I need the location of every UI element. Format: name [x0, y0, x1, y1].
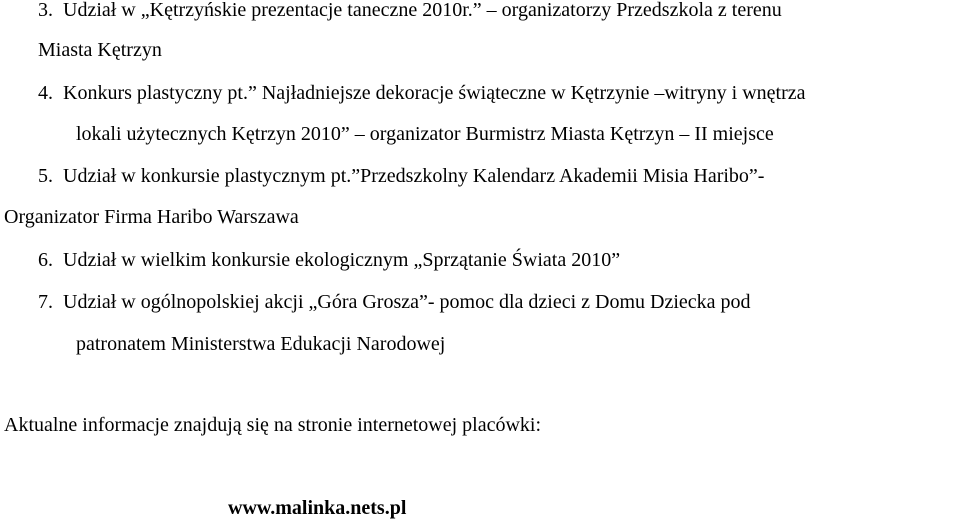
website-link[interactable]: www.malinka.nets.pl	[228, 497, 407, 519]
list-item-5-line-2: Organizator Firma Haribo Warszawa	[4, 206, 299, 228]
list-item-6-line-1	[38, 248, 620, 272]
list-item-7-line-1	[38, 290, 751, 314]
list-item-number: 6.	[38, 249, 53, 271]
list-item-text: Konkurs plastyczny pt.” Najładniejsze dekoracje świąteczne w Kętrzynie –witryny i wnętrza	[63, 82, 806, 104]
list-item-3-line-1	[38, 0, 782, 22]
list-item-text: Udział w wielkim konkursie ekologicznym „Sprzątanie Świata 2010”	[63, 249, 621, 271]
list-item-number: 3.	[38, 0, 53, 21]
list-item-text: Udział w „Kętrzyńskie prezentacje taneczne 2010r.” – organizatorzy Przedszkola z terenu	[63, 0, 782, 21]
list-item-7-line-2: patronatem Ministerstwa Edukacji Narodowej	[76, 333, 446, 355]
list-item-number: 5.	[38, 165, 53, 187]
info-text: Aktualne informacje znajdują się na stronie internetowej placówki:	[4, 414, 542, 436]
list-item-4-line-2: lokali użytecznych Kętrzyn 2010” – organizator Burmistrz Miasta Kętrzyn – II miejsce	[76, 123, 774, 145]
list-item-text: Udział w konkursie plastycznym pt.”Przedszkolny Kalendarz Akademii Misia Haribo”-	[63, 165, 765, 187]
list-item-text: Udział w ogólnopolskiej akcji „Góra Grosza”- pomoc dla dzieci z Domu Dziecka pod	[63, 291, 751, 313]
list-item-number: 4.	[38, 82, 53, 104]
list-item-3-line-2: Miasta Kętrzyn	[38, 39, 162, 61]
list-item-4-line-1	[38, 81, 806, 105]
list-item-number: 7.	[38, 291, 53, 313]
list-item-5-line-1	[38, 164, 764, 188]
